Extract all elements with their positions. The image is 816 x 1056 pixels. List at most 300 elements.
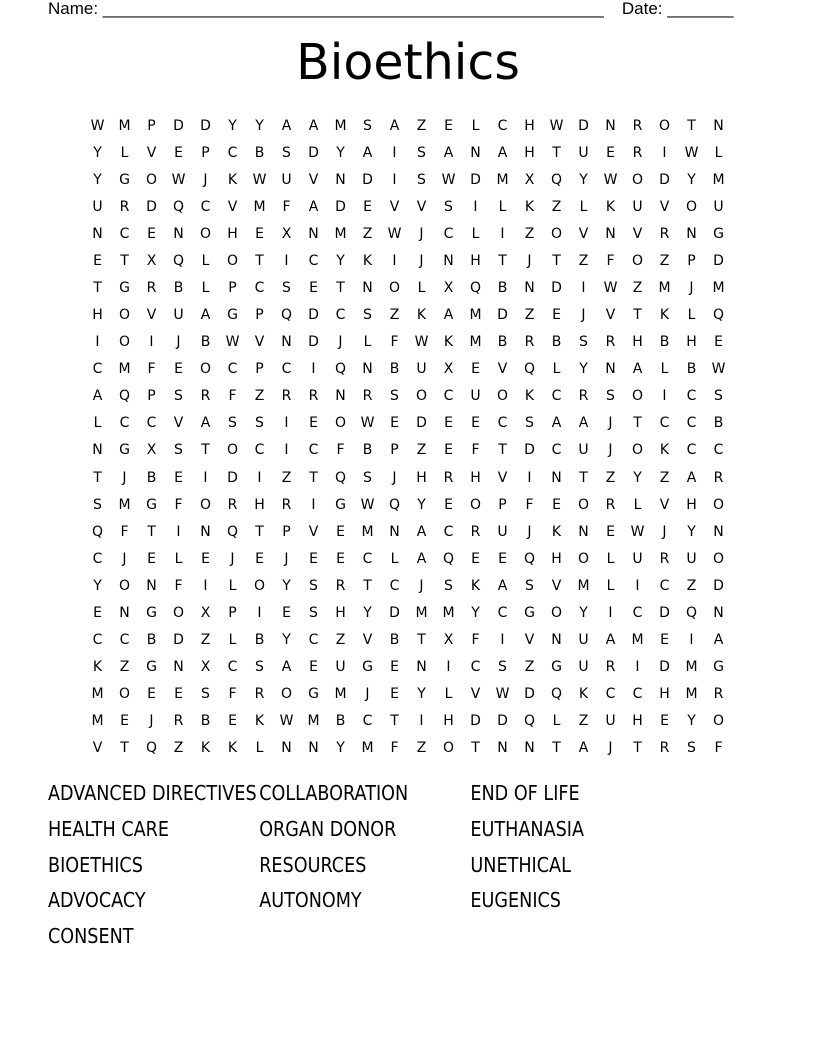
grid-row [84, 545, 732, 572]
grid-letter: N [281, 740, 292, 757]
grid-letter: T [309, 469, 318, 486]
grid-letter: X [443, 361, 454, 378]
grid-letter: G [146, 659, 157, 676]
grid-letter: Q [523, 550, 536, 567]
grid-letter: I [203, 577, 208, 594]
grid-letter: E [147, 550, 156, 567]
grid-letter: C [308, 442, 319, 459]
grid-letter: F [606, 252, 615, 269]
grid-letter: T [255, 252, 264, 269]
grid-letter: Z [335, 632, 346, 649]
grid-letter: Q [523, 713, 536, 730]
grid-letter: W [549, 117, 564, 134]
grid-letter: S [228, 415, 237, 432]
grid-letter: R [713, 469, 724, 486]
grid-letter: C [146, 415, 157, 432]
grid-letter: O [280, 686, 293, 703]
grid-letter: K [227, 171, 238, 188]
grid-letter: C [308, 252, 319, 269]
grid-letter: T [363, 577, 372, 594]
grid-letter: K [605, 198, 616, 215]
grid-letter: H [659, 686, 670, 703]
grid-letter: G [551, 659, 562, 676]
grid-letter: B [389, 632, 400, 649]
grid-letter: Q [280, 307, 293, 324]
grid-letter: O [712, 496, 725, 513]
grid-letter: W [711, 361, 726, 378]
grid-letter: O [226, 442, 239, 459]
grid-letter: I [149, 334, 154, 351]
grid-letter: I [257, 469, 262, 486]
grid-letter: Q [334, 361, 347, 378]
word-list-item: AUTONOMY [259, 888, 362, 913]
grid-letter: A [578, 415, 589, 432]
grid-letter: I [635, 659, 640, 676]
grid-letter: T [552, 144, 561, 161]
grid-letter: D [227, 469, 238, 486]
grid-letter: T [633, 307, 642, 324]
grid-letter: A [443, 144, 454, 161]
grid-letter: T [687, 117, 696, 134]
word-list [48, 778, 682, 957]
grid-letter: S [363, 469, 372, 486]
grid-letter: L [255, 740, 264, 757]
grid-letter: C [119, 225, 130, 242]
grid-letter: J [608, 415, 613, 432]
grid-letter: U [578, 442, 589, 459]
grid-letter: M [118, 117, 131, 134]
grid-letter: L [552, 713, 561, 730]
grid-letter: Q [91, 523, 104, 540]
grid-letter: V [146, 307, 157, 324]
grid-letter: W [387, 225, 402, 242]
grid-letter: E [93, 252, 102, 269]
grid-letter: C [443, 225, 454, 242]
grid-letter: R [173, 713, 184, 730]
grid-row [84, 383, 732, 410]
grid-row [84, 518, 732, 545]
grid-letter: E [147, 225, 156, 242]
grid-letter: J [419, 577, 424, 594]
grid-letter: S [417, 171, 426, 188]
grid-letter: G [146, 604, 157, 621]
grid-letter: F [471, 442, 480, 459]
grid-letter: S [174, 388, 183, 405]
grid-letter: T [201, 442, 210, 459]
grid-letter: K [524, 388, 535, 405]
grid-letter: K [551, 523, 562, 540]
grid-letter: E [471, 415, 480, 432]
grid-letter: C [254, 442, 265, 459]
grid-letter: Z [389, 307, 400, 324]
grid-letter: X [146, 252, 157, 269]
grid-letter: Z [686, 577, 697, 594]
grid-letter: G [713, 659, 724, 676]
grid-letter: A [416, 550, 427, 567]
grid-letter: M [118, 496, 131, 513]
grid-letter: I [527, 469, 532, 486]
grid-letter: R [578, 388, 589, 405]
grid-letter: C [497, 604, 508, 621]
grid-letter: E [120, 713, 129, 730]
grid-letter: F [147, 361, 156, 378]
grid-letter: E [255, 550, 264, 567]
grid-row [84, 491, 732, 518]
grid-letter: L [606, 577, 615, 594]
grid-letter: H [551, 550, 562, 567]
page-title: Bioethics [296, 34, 520, 91]
grid-letter: W [225, 334, 240, 351]
grid-letter: O [388, 280, 401, 296]
grid-letter: C [686, 388, 697, 405]
grid-row [84, 681, 732, 708]
grid-letter: R [335, 577, 346, 594]
grid-letter: I [662, 144, 667, 161]
grid-letter: T [390, 713, 399, 730]
grid-letter: I [608, 604, 613, 621]
grid-row [84, 166, 732, 193]
grid-letter: C [497, 117, 508, 134]
grid-letter: W [279, 713, 294, 730]
grid-letter: H [524, 144, 535, 161]
grid-letter: M [685, 659, 698, 676]
grid-row [84, 654, 732, 681]
grid-letter: F [471, 632, 480, 649]
grid-letter: V [497, 469, 508, 486]
grid-letter: S [255, 415, 264, 432]
grid-letter: O [415, 388, 428, 405]
grid-letter: K [659, 442, 670, 459]
grid-letter: X [281, 225, 292, 242]
grid-letter: G [119, 280, 130, 296]
grid-letter: C [92, 361, 103, 378]
grid-letter: J [176, 334, 181, 351]
grid-letter: N [713, 117, 724, 134]
grid-letter: E [552, 496, 561, 513]
grid-letter: D [551, 280, 562, 296]
grid-letter: V [146, 144, 157, 161]
grid-letter: W [90, 117, 105, 134]
grid-letter: L [417, 280, 426, 296]
grid-letter: J [365, 686, 370, 703]
grid-letter: W [603, 280, 618, 296]
grid-letter: E [660, 713, 669, 730]
word-list-item: EUGENICS [470, 888, 561, 913]
grid-letter: S [309, 604, 318, 621]
grid-letter: M [577, 577, 590, 594]
grid-letter: S [498, 659, 507, 676]
grid-letter: Z [254, 388, 265, 405]
grid-letter: U [578, 144, 589, 161]
grid-letter: E [390, 686, 399, 703]
grid-letter: R [281, 388, 292, 405]
grid-letter: W [684, 144, 699, 161]
grid-letter: Y [687, 171, 696, 188]
grid-letter: Z [200, 632, 211, 649]
grid-letter: K [416, 307, 427, 324]
grid-letter: N [146, 577, 157, 594]
grid-letter: N [605, 117, 616, 134]
grid-letter: C [551, 388, 562, 405]
grid-letter: X [443, 632, 454, 649]
grid-letter: A [578, 740, 589, 757]
grid-letter: U [173, 307, 184, 324]
grid-letter: J [122, 469, 127, 486]
date-field-label: Date: _______ [621, 0, 734, 18]
grid-letter: L [606, 550, 615, 567]
grid-letter: A [551, 415, 562, 432]
grid-letter: T [147, 523, 156, 540]
grid-letter: Q [550, 686, 563, 703]
grid-letter: I [257, 604, 262, 621]
grid-letter: H [524, 117, 535, 134]
grid-letter: Z [524, 225, 535, 242]
grid-letter: L [363, 334, 372, 351]
grid-letter: V [578, 225, 589, 242]
grid-letter: U [281, 171, 292, 188]
grid-letter: S [390, 388, 399, 405]
grid-letter: U [416, 361, 427, 378]
grid-letter: O [550, 225, 563, 242]
grid-letter: Y [282, 632, 291, 649]
grid-letter: I [662, 388, 667, 405]
grid-letter: P [255, 361, 264, 378]
grid-letter: E [336, 550, 345, 567]
grid-letter: V [470, 686, 481, 703]
grid-letter: Q [442, 550, 455, 567]
grid-letter: A [497, 577, 508, 594]
grid-letter: A [308, 117, 319, 134]
grid-letter: N [362, 280, 373, 296]
grid-letter: I [284, 415, 289, 432]
grid-letter: K [443, 334, 454, 351]
grid-letter: U [92, 198, 103, 215]
grid-letter: R [632, 144, 643, 161]
grid-letter: V [254, 334, 265, 351]
grid-letter: F [174, 577, 183, 594]
grid-letter: W [603, 171, 618, 188]
grid-letter: F [120, 523, 129, 540]
grid-letter: D [497, 713, 508, 730]
grid-letter: R [200, 388, 211, 405]
grid-letter: N [686, 225, 697, 242]
grid-letter: O [172, 604, 185, 621]
grid-letter: S [687, 740, 696, 757]
grid-letter: D [200, 117, 211, 134]
grid-letter: S [417, 144, 426, 161]
word-list-item: COLLABORATION [259, 781, 409, 805]
grid-letter: Q [523, 361, 536, 378]
grid-row [84, 437, 732, 464]
grid-letter: R [281, 496, 292, 513]
word-list-item: HEALTH CARE [48, 816, 170, 841]
grid-letter: D [713, 252, 724, 269]
grid-letter: C [470, 659, 481, 676]
grid-letter: D [335, 198, 346, 215]
grid-letter: L [714, 144, 723, 161]
grid-letter: B [389, 361, 400, 378]
grid-letter: J [230, 550, 235, 567]
grid-letter: E [255, 225, 264, 242]
grid-letter: A [416, 523, 427, 540]
grid-row [84, 247, 732, 274]
grid-letter: C [443, 523, 454, 540]
grid-letter: W [414, 334, 429, 351]
grid-letter: E [174, 144, 183, 161]
grid-letter: U [470, 388, 481, 405]
grid-letter: J [419, 252, 424, 269]
grid-letter: X [443, 280, 454, 296]
grid-letter: P [201, 144, 210, 161]
grid-letter: C [362, 550, 373, 567]
grid-letter: Y [282, 577, 291, 594]
grid-letter: O [118, 334, 131, 351]
grid-letter: Z [578, 713, 589, 730]
grid-letter: L [174, 550, 183, 567]
grid-letter: B [497, 280, 508, 296]
grid-letter: C [659, 577, 670, 594]
grid-letter: L [687, 307, 696, 324]
grid-letter: E [174, 361, 183, 378]
grid-letter: D [362, 171, 373, 188]
grid-letter: O [145, 171, 158, 188]
grid-letter: O [631, 252, 644, 269]
grid-letter: M [631, 632, 644, 649]
grid-letter: T [552, 252, 561, 269]
grid-letter: U [578, 659, 589, 676]
grid-letter: N [524, 280, 535, 296]
grid-letter: C [200, 198, 211, 215]
grid-letter: N [713, 604, 724, 621]
grid-letter: C [632, 604, 643, 621]
grid-letter: Y [633, 469, 642, 486]
grid-letter: N [551, 632, 562, 649]
header-line [48, 0, 733, 20]
grid-letter: V [308, 171, 319, 188]
grid-letter: Z [173, 740, 184, 757]
grid-letter: C [227, 659, 238, 676]
grid-letter: D [308, 144, 319, 161]
grid-letter: U [605, 713, 616, 730]
grid-letter: Y [417, 496, 426, 513]
grid-letter: P [498, 496, 507, 513]
grid-letter: T [336, 280, 345, 296]
grid-letter: N [119, 604, 130, 621]
grid-letter: T [498, 442, 507, 459]
grid-letter: C [119, 632, 130, 649]
grid-letter: E [444, 117, 453, 134]
grid-letter: M [361, 523, 374, 540]
grid-letter: T [552, 740, 561, 757]
grid-letter: K [254, 713, 265, 730]
grid-letter: F [174, 496, 183, 513]
grid-letter: V [497, 361, 508, 378]
grid-letter: M [496, 171, 509, 188]
grid-letter: E [309, 550, 318, 567]
grid-letter: E [390, 659, 399, 676]
grid-letter: L [498, 198, 507, 215]
grid-letter: R [443, 469, 454, 486]
grid-letter: S [363, 117, 372, 134]
grid-row [84, 599, 732, 626]
grid-letter: J [338, 334, 343, 351]
grid-letter: E [309, 659, 318, 676]
grid-letter: V [227, 198, 238, 215]
grid-letter: T [417, 632, 426, 649]
grid-letter: Z [659, 469, 670, 486]
grid-letter: O [442, 740, 455, 757]
grid-letter: E [228, 713, 237, 730]
grid-letter: D [470, 171, 481, 188]
word-list-item: ADVANCED DIRECTIVES [48, 781, 257, 805]
grid-letter: D [308, 334, 319, 351]
grid-letter: D [524, 686, 535, 703]
grid-letter: E [336, 523, 345, 540]
grid-letter: Y [255, 117, 264, 134]
grid-letter: V [659, 496, 670, 513]
grid-letter: V [416, 198, 427, 215]
grid-letter: Q [118, 388, 131, 405]
grid-letter: T [579, 469, 588, 486]
grid-letter: T [93, 469, 102, 486]
grid-letter: O [631, 442, 644, 459]
grid-letter: N [605, 225, 616, 242]
grid-letter: B [659, 334, 670, 351]
grid-letter: K [524, 198, 535, 215]
word-list-item: BIOETHICS [48, 852, 143, 877]
grid-letter: R [362, 388, 373, 405]
grid-row [84, 302, 732, 329]
grid-letter: P [228, 280, 237, 296]
grid-letter: U [632, 198, 643, 215]
grid-letter: N [551, 469, 562, 486]
grid-letter: L [471, 225, 480, 242]
grid-letter: C [632, 686, 643, 703]
grid-letter: O [496, 388, 509, 405]
grid-letter: I [473, 198, 478, 215]
grid-letter: A [308, 198, 319, 215]
grid-letter: L [228, 632, 237, 649]
grid-letter: N [362, 361, 373, 378]
grid-letter: O [199, 496, 212, 513]
grid-letter: N [173, 659, 184, 676]
grid-letter: D [659, 171, 670, 188]
grid-letter: R [524, 334, 535, 351]
grid-letter: M [91, 713, 104, 730]
grid-letter: I [689, 632, 694, 649]
grid-letter: C [713, 442, 724, 459]
grid-letter: R [470, 523, 481, 540]
grid-letter: T [93, 280, 102, 296]
grid-letter: B [254, 144, 265, 161]
grid-letter: I [176, 523, 181, 540]
grid-letter: L [633, 496, 642, 513]
grid-letter: A [281, 117, 292, 134]
grid-letter: N [578, 523, 589, 540]
grid-letter: V [632, 225, 643, 242]
grid-letter: M [307, 713, 320, 730]
grid-letter: I [284, 252, 289, 269]
grid-letter: O [118, 686, 131, 703]
grid-letter: E [471, 550, 480, 567]
grid-letter: N [335, 388, 346, 405]
grid-letter: O [658, 117, 671, 134]
grid-letter: Z [119, 659, 130, 676]
grid-letter: F [525, 496, 534, 513]
grid-letter: R [605, 659, 616, 676]
grid-letter: L [390, 550, 399, 567]
grid-letter: R [146, 280, 157, 296]
